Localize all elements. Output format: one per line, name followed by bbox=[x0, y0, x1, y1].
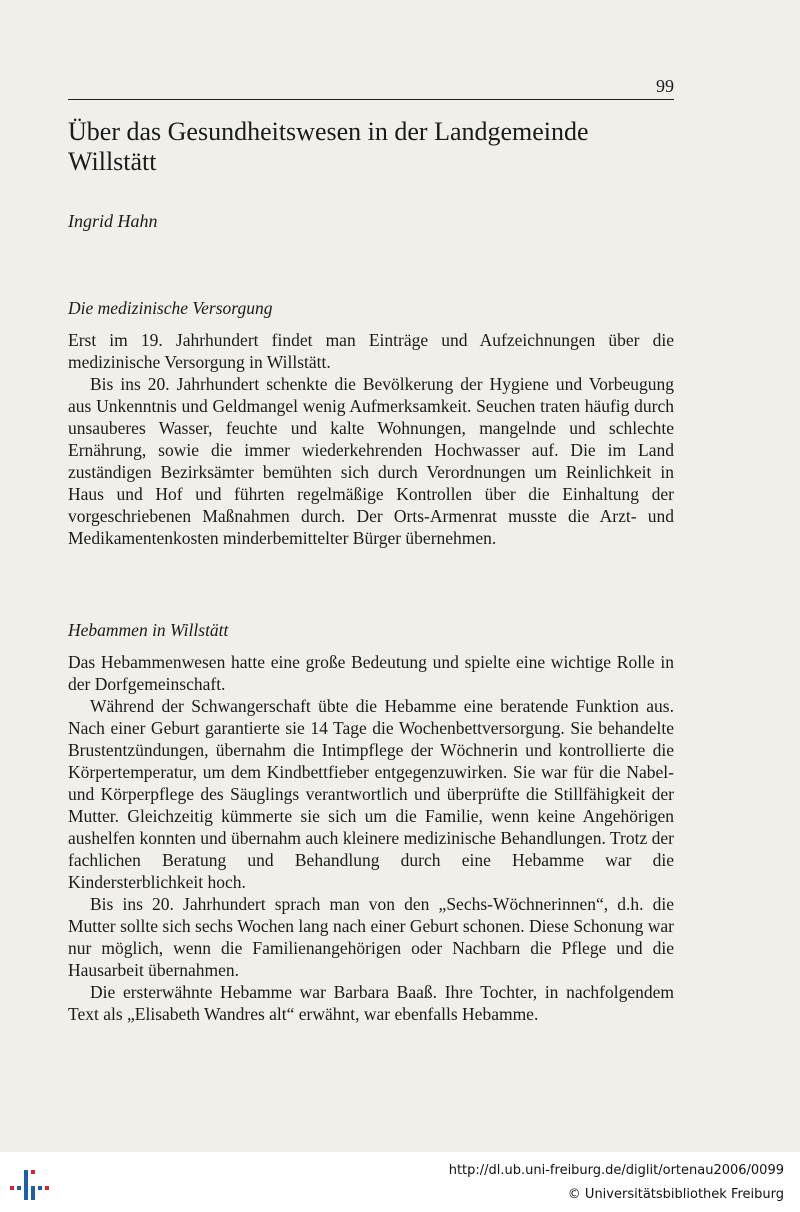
paragraph: Bis ins 20. Jahrhundert sprach man von den „Sechs-Wöchnerinnen“, d.h. die Mutter sollte sich sechs Wochen lang nach einer Geburt schonen. Diese Schonung war nur möglich, wenn die Familienangehörigen oder Nachbarn die Pflege und die Hausarbeit übernahmen. bbox=[68, 894, 674, 980]
article-author: Ingrid Hahn bbox=[68, 211, 158, 231]
paragraph: Das Hebammenwesen hatte eine große Bedeutung und spielte eine wichtige Rolle in der Dorfgemeinschaft. bbox=[68, 652, 674, 694]
page-number: 99 bbox=[656, 76, 674, 96]
paragraph: Während der Schwangerschaft übte die Hebamme eine beratende Funktion aus. Nach einer Geburt garantierte sie 14 Tage die Wochenbettversorgung. Sie behandelte Brustentzündungen, übernahm die Intimpflege der Wöchnerin und kontrollierte die Körpertemperatur, um dem Kindbettfieber entgegenzuwirken. Sie war für die Nabel- und Körperpflege des Säuglings verantwortlich und überprüfte die Stillfähigkeit der Mutter. Gleichzeitig kümmerte sie sich um die Familie, wenn keine Angehörigen aushelfen konnten und übernahm auch kleinere medizinische Behandlungen. Trotz der fachlichen Beratung und Behandlung durch eine Hebamme war die Kindersterblichkeit hoch. bbox=[68, 696, 674, 892]
ub-freiburg-logo-icon bbox=[8, 1162, 52, 1206]
footer-copyright: © Universitätsbibliothek Freiburg bbox=[567, 1187, 784, 1202]
article-title: Über das Gesundheitswesen in der Landgemeinde Willstätt bbox=[68, 117, 589, 176]
section-hebammen bbox=[68, 619, 674, 1025]
paragraph: Erst im 19. Jahrhundert findet man Einträge und Aufzeichnungen über die medizinische Versorgung in Willstätt. bbox=[68, 330, 674, 372]
paragraph: Bis ins 20. Jahrhundert schenkte die Bevölkerung der Hygiene und Vorbeugung aus Unkenntnis und Geldmangel wenig Aufmerksamkeit. Seuchen traten häufig durch unsauberes Wasser, feuchte und kalte Wohnungen, mangelnde und schlechte Ernährung, sowie die immer wiederkehrenden Hochwasser auf. Die im Land zuständigen Bezirksämter bemühten sich durch Verordnungen um Reinlichkeit in Haus und Hof und führten regelmäßige Kontrollen über die Einhaltung der vorgeschriebenen Maßnahmen durch. Der Orts-Armenrat musste die Arzt- und Medikamentenkosten minderbemittelter Bürger übernehmen. bbox=[68, 374, 674, 548]
section-medizinische-versorgung bbox=[68, 297, 674, 549]
footer-url-link[interactable]: http://dl.ub.uni-freiburg.de/diglit/ortenau2006/0099 bbox=[448, 1163, 784, 1178]
section-heading: Hebammen in Willstätt bbox=[68, 620, 229, 640]
paragraph: Die ersterwähnte Hebamme war Barbara Baaß. Ihre Tochter, in nachfolgendem Text als „Elisabeth Wandres alt“ erwähnt, war ebenfalls Hebamme. bbox=[68, 982, 674, 1024]
footer-bar bbox=[0, 1152, 800, 1212]
header-rule bbox=[68, 99, 674, 100]
section-heading: Die medizinische Versorgung bbox=[68, 298, 273, 318]
